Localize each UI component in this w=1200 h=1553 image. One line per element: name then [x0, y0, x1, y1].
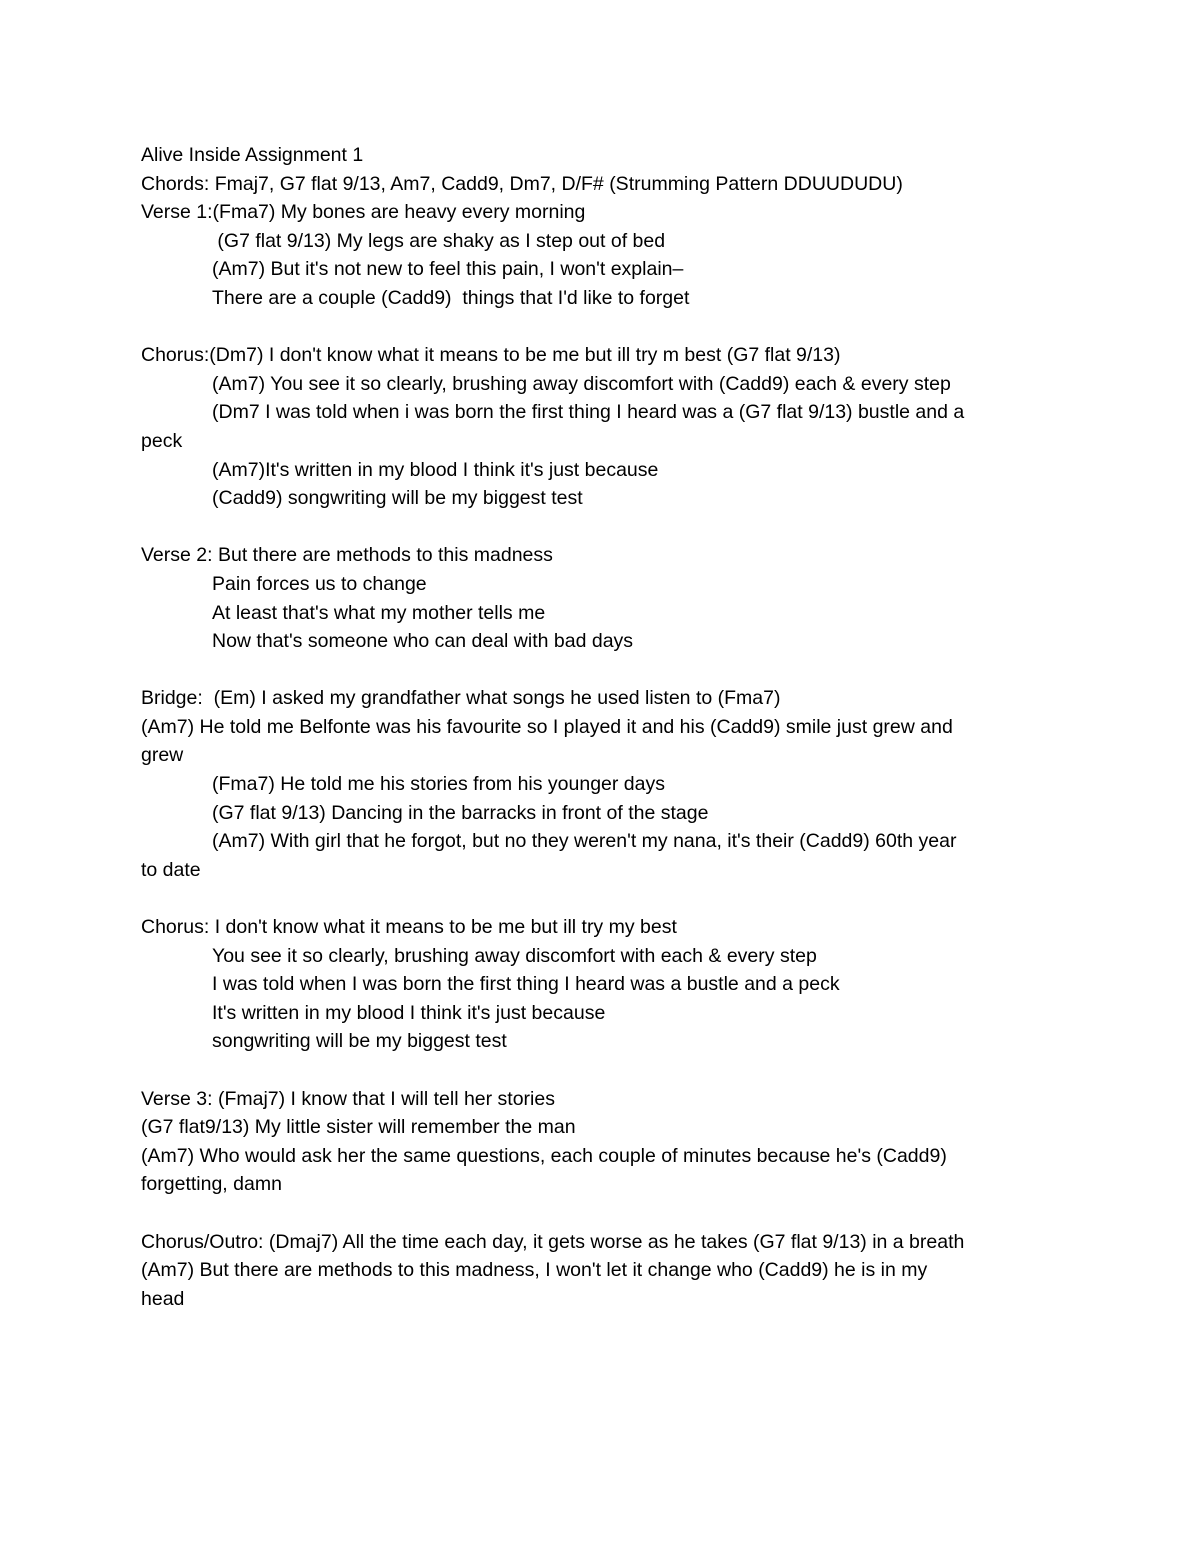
chorus2-line-2: You see it so clearly, brushing away discomfort with each & every step	[212, 944, 817, 967]
chorus1-line-3-wrap: peck	[141, 429, 183, 452]
verse3-line-1: Verse 3: (Fmaj7) I know that I will tell her stories	[141, 1087, 555, 1110]
blank-line	[141, 313, 1061, 342]
bridge-line-2-wrap: grew	[141, 744, 184, 767]
outro-line-1: Chorus/Outro: (Dmaj7) All the time each day, it gets worse as he takes (G7 flat 9/13) in a breath	[141, 1230, 965, 1253]
document-body	[141, 141, 1061, 1313]
verse1-line-4: There are a couple (Cadd9) things that I'd like to forget	[212, 286, 690, 309]
document-title: Alive Inside Assignment 1	[141, 144, 364, 166]
verse2-line-2: Pain forces us to change	[212, 572, 427, 595]
blank-line	[141, 1056, 1061, 1085]
verse1-line-1: Verse 1:(Fma7) My bones are heavy every morning	[141, 201, 586, 224]
verse1-line-3: (Am7) But it's not new to feel this pain, I won't explain–	[212, 258, 684, 281]
blank-line	[141, 656, 1061, 685]
chorus1-line-3: (Dm7 I was told when i was born the first thing I heard was a (G7 flat 9/13) bustle and a	[212, 401, 965, 424]
blank-line	[141, 1199, 1061, 1228]
chords-line: Chords: Fmaj7, G7 flat 9/13, Am7, Cadd9, Dm7, D/F# (Strumming Pattern DDUUDUDU)	[141, 172, 903, 195]
verse3-line-2: (G7 flat9/13) My little sister will remember the man	[141, 1116, 576, 1139]
chorus1-line-1: Chorus:(Dm7) I don't know what it means to be me but ill try m best (G7 flat 9/13)	[141, 344, 841, 367]
verse3-line-3: (Am7) Who would ask her the same questions, each couple of minutes because he's (Cadd9)	[141, 1144, 947, 1167]
chorus1-line-4: (Am7)It's written in my blood I think it's just because	[212, 458, 659, 481]
bridge-line-3: (Fma7) He told me his stories from his younger days	[212, 773, 665, 796]
bridge-line-4: (G7 flat 9/13) Dancing in the barracks in front of the stage	[212, 801, 709, 824]
verse2-line-4: Now that's someone who can deal with bad days	[212, 630, 634, 653]
chorus2-line-4: It's written in my blood I think it's just because	[212, 1001, 606, 1024]
verse1-line-2: (G7 flat 9/13) My legs are shaky as I step out of bed	[212, 229, 666, 252]
outro-line-2: (Am7) But there are methods to this madness, I won't let it change who (Cadd9) he is in my	[141, 1259, 928, 1282]
bridge-line-5-wrap: to date	[141, 858, 201, 881]
chorus1-line-2: (Am7) You see it so clearly, brushing away discomfort with (Cadd9) each & every step	[212, 372, 951, 395]
outro-line-2-wrap: head	[141, 1287, 185, 1310]
chorus2-line-1: Chorus: I don't know what it means to be me but ill try my best	[141, 916, 677, 939]
chorus2-line-3: I was told when I was born the first thing I heard was a bustle and a peck	[212, 973, 840, 996]
verse2-line-3: At least that's what my mother tells me	[212, 601, 546, 624]
chorus2-line-5: songwriting will be my biggest test	[212, 1030, 507, 1053]
bridge-line-2: (Am7) He told me Belfonte was his favourite so I played it and his (Cadd9) smile just grew and	[141, 715, 953, 738]
verse2-line-1: Verse 2: But there are methods to this madness	[141, 544, 553, 567]
blank-line	[141, 884, 1061, 913]
verse3-line-3-wrap: forgetting, damn	[141, 1173, 282, 1196]
bridge-line-1: Bridge: (Em) I asked my grandfather what songs he used listen to (Fma7)	[141, 687, 781, 710]
bridge-line-5: (Am7) With girl that he forgot, but no they weren't my nana, it's their (Cadd9) 60th year	[212, 830, 957, 853]
chorus1-line-5: (Cadd9) songwriting will be my biggest test	[212, 487, 583, 510]
blank-line	[141, 513, 1061, 542]
